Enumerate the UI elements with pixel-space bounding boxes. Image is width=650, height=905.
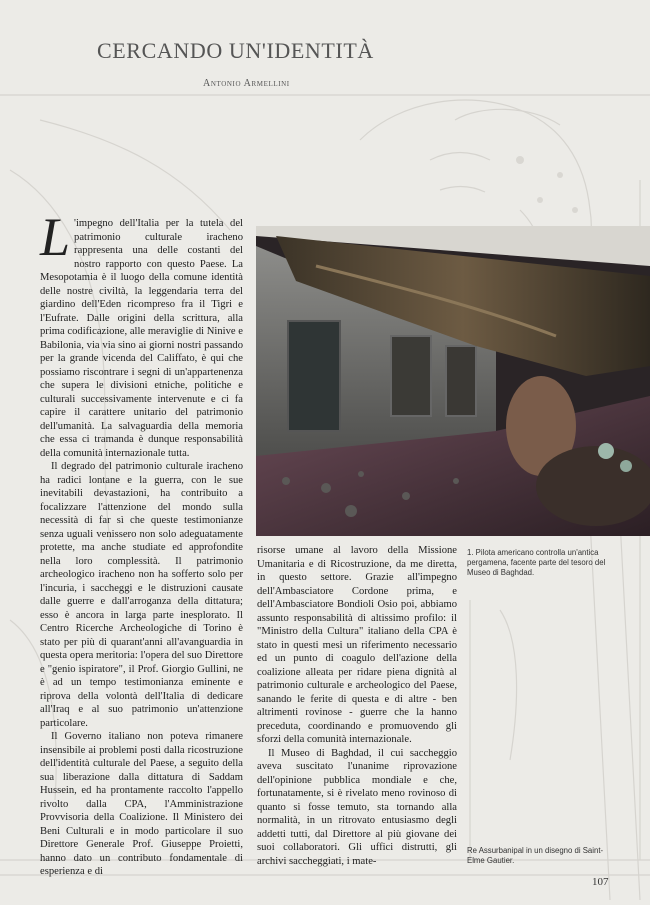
- left-text-column: [40, 207, 243, 877]
- paragraph-2: Il degrado del patrimonio culturale iracheno ha radici lontane e la guerra, con le sue inevitabili devastazioni, ha contribuito a focalizzare l'attenzione del mondo sulla necessità di far sì che queste testimonianze senza uguali venissero non solo adeguatamente protette, ma anche studiate ed approfondite nella loro complessità. Il patrimonio archeologico iracheno non ha sofferto solo per l'incuria, i saccheggi e le distruzioni causate dalle guerre e dall'arroganza della dittatura; esso è ancora in larga parte inesplorato. Il Centro Ricerche Archeologiche di Torino è stato per più di quarant'anni all'avanguardia in questa opera meritoria: l'opera del suo Direttore e "genio ispiratore", il Prof. Giorgio Gullini, ne è ad un tempo testimonianza eminente e riprova della volontà dell'Italia di dedicare all'Iraq e al suo patrimonio un'attenzione particolare.: [40, 461, 243, 729]
- article-author: Antonio Armellini: [203, 78, 290, 89]
- drop-cap: L: [40, 207, 71, 267]
- paragraph-1: [40, 207, 243, 460]
- page-number: 107: [592, 876, 609, 888]
- article-title: CERCANDO UN'IDENTITÀ: [97, 38, 374, 63]
- paragraph-1-text: 'impegno dell'Italia per la tutela del patrimonio culturale iracheno rappresenta una delle costanti del nostro rapporto con questo Paese. La Mesopotamia è il luogo della comune identità delle nostre civiltà, la leggendaria terra del giardino dell'Eden ricompreso fra il Tigri e l'Eufrate. Dalle origini della scrittura, alla prima codificazione, alle meraviglie di Ninive e Babilonia, via via sino ai giorni nostri passando per la grande vicenda del Califfato, è qui che possiamo riscontrare i segni di un'appartenenza che supera le divisioni etniche, politiche e culturali successivamente intervenute e ci fa capire il carattere unitario del patrimonio dell'umanità. La salvaguardia della memoria che essa ci tramanda è dunque responsabilità della comunità internazionale tutta.: [40, 218, 243, 459]
- paragraph-3: Il Governo italiano non poteva rimanere insensibile ai problemi posti dalla ricostruzione dell'identità culturale del Paese, a seguito della sua liberazione dalla dittatura di Saddam Hussein, ed ha prontamente raccolto l'appello rivolto dalla CPA, l'Amministrazione Provvisoria della Coalizione. Il Ministero dei Beni Culturali e in modo particolare il suo Direttore Generale Prof. Giuseppe Proietti, hanno dato un contributo fondamentale di esperienza e di: [40, 731, 243, 877]
- drawing-caption: Re Assurbanipal in un disegno di Saint-Elme Gautier.: [467, 846, 604, 865]
- middle-text-column: [257, 544, 457, 868]
- paragraph-4: risorse umane al lavoro della Missione Umanitaria e di Ricostruzione, da me diretta, in questo settore. Grazie all'impegno dell'Ambasciatore Cordone prima, e dell'Ambasciatore Bondioli Osio poi, abbiamo assunto responsabilità di altissimo profilo: il "Ministro della Cultura" italiano della CPA è stato in questi mesi un riferimento necessario ed un punto di coagulo dell'azione della coalizione alleata per ridare piena dignità al patrimonio culturale e archeologico del Paese, sanando le ferite di questa e di altre - ben altrimenti rovinose - guerre che la hanno preceduta, coordinando e promuovendo gli sforzi della comunità internazionale.: [257, 545, 457, 745]
- photo-caption: 1. Pilota americano controlla un'antica pergamena, facente parte del tesoro del Museo di Baghdad.: [467, 548, 606, 577]
- museum-photo: [256, 226, 650, 536]
- paragraph-5: Il Museo di Baghdad, il cui saccheggio aveva suscitato l'unanime riprovazione dell'opinione pubblica mondiale e che, fortunatamente, si è rivelato meno rovinoso di quanto si fosse temuto, sta tornando alla normalità, in un ritrovato entusiasmo degli addetti tutti, dal Direttore al più giovane dei suoi collaboratori. Gli uffici distrutti, gli archivi saccheggiati, i mate-: [257, 747, 457, 867]
